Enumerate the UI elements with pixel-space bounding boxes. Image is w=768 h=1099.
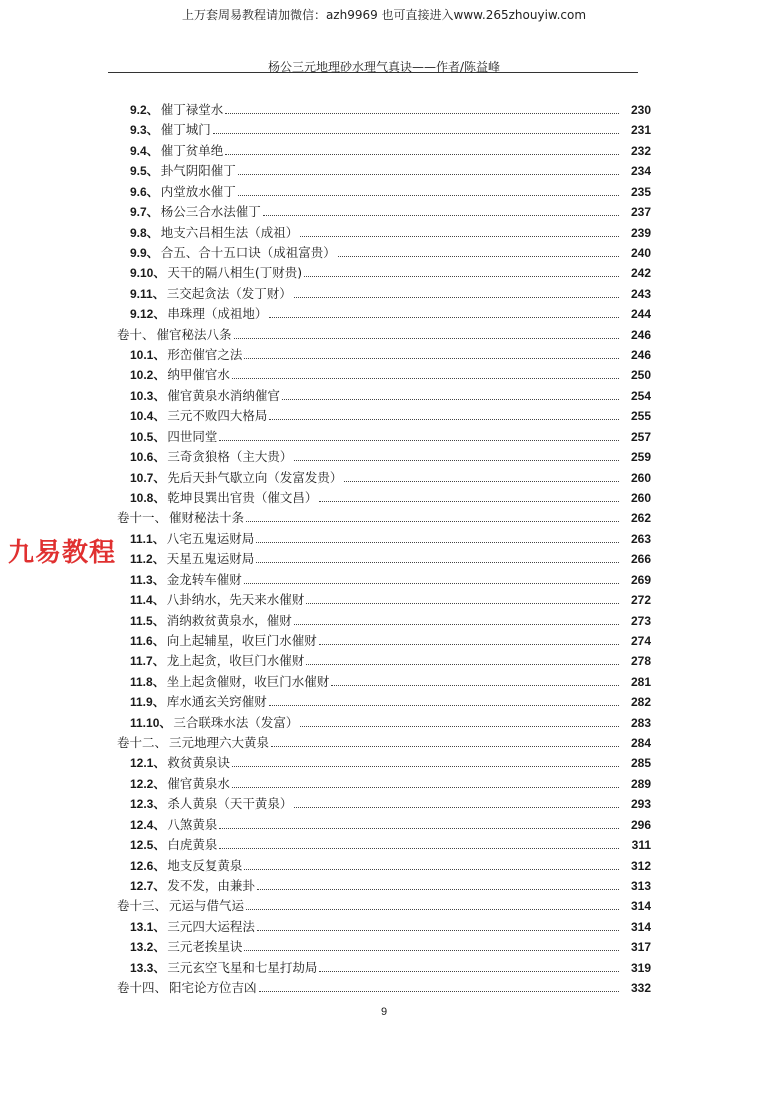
dot-leader xyxy=(269,316,619,318)
dot-leader xyxy=(300,235,619,237)
toc-entry-number: 10.8、 xyxy=(130,490,166,505)
dot-leader xyxy=(304,275,619,277)
toc-entry-page: 283 xyxy=(630,715,651,730)
dot-leader xyxy=(271,745,619,747)
toc-entry-title: 串珠理（成祖地） xyxy=(167,306,268,322)
toc-entry-page: 260 xyxy=(630,470,651,485)
toc-entry-title: 卦气阴阳催丁 xyxy=(160,163,236,179)
toc-entry[interactable] xyxy=(0,486,768,506)
toc-entry[interactable] xyxy=(0,731,768,751)
toc-entry-title: 元运与借气运 xyxy=(169,898,245,914)
dot-leader xyxy=(232,786,619,788)
toc-entry-page: 314 xyxy=(630,899,651,914)
dot-leader xyxy=(319,970,619,972)
dot-leader xyxy=(257,929,619,931)
dot-leader xyxy=(269,704,619,706)
toc-entry-page: 246 xyxy=(630,327,651,342)
toc-entry-number: 11.3、 xyxy=(130,572,165,587)
toc-entry-number: 10.1、 xyxy=(130,348,166,363)
toc-entry-number: 10.5、 xyxy=(130,429,166,444)
toc-entry-page: 243 xyxy=(630,286,651,301)
toc-entry-number: 12.7、 xyxy=(130,878,166,893)
toc-entry-title: 天干的隔八相生(丁财贵) xyxy=(167,265,303,281)
dot-leader xyxy=(244,949,619,951)
toc-entry-number: 11.6、 xyxy=(130,633,165,648)
dot-leader xyxy=(246,520,619,522)
dot-leader xyxy=(256,541,619,543)
toc-entry-number: 11.1、 xyxy=(130,531,165,546)
toc-entry-title: 四世同堂 xyxy=(167,428,218,444)
toc-entry[interactable] xyxy=(0,609,768,629)
toc-entry[interactable] xyxy=(0,139,768,159)
dot-leader xyxy=(256,561,619,563)
toc-entry[interactable] xyxy=(0,711,768,731)
dot-leader xyxy=(259,990,619,992)
dot-leader xyxy=(213,132,619,134)
toc-entry-number: 9.11、 xyxy=(130,286,165,301)
toc-entry-page: 230 xyxy=(630,103,651,117)
toc-entry[interactable] xyxy=(0,343,768,363)
toc-entry-page: 246 xyxy=(630,348,651,363)
toc-entry-page: 234 xyxy=(630,164,651,179)
toc-entry-number: 9.3、 xyxy=(130,123,159,138)
toc-entry-number: 卷十三、 xyxy=(117,898,168,914)
toc-entry-number: 卷十、 xyxy=(117,326,155,342)
toc-entry-page: 296 xyxy=(630,817,651,832)
toc-entry-page: 231 xyxy=(630,123,651,138)
toc-entry[interactable] xyxy=(0,241,768,261)
toc-entry-title: 三元不败四大格局 xyxy=(167,408,268,424)
toc-entry-number: 12.4、 xyxy=(130,817,166,832)
toc-entry-title: 三元地理六大黄泉 xyxy=(169,735,270,751)
toc-entry-page: 313 xyxy=(630,878,651,893)
toc-entry-title: 三元玄空飞星和七星打劫局 xyxy=(167,959,318,975)
toc-entry-title: 杨公三合水法催丁 xyxy=(160,204,261,220)
toc-entry[interactable] xyxy=(0,384,768,404)
toc-entry-page: 240 xyxy=(630,245,651,260)
toc-entry-number: 11.7、 xyxy=(130,654,165,669)
toc-entry-title: 天星五鬼运财局 xyxy=(166,551,255,567)
toc-entry-page: 237 xyxy=(630,205,651,220)
toc-entry-page: 312 xyxy=(630,858,651,873)
toc-entry-number: 12.3、 xyxy=(130,797,166,812)
toc-entry-number: 11.9、 xyxy=(130,695,165,710)
toc-entry-title: 龙上起贪，收巨门水催财 xyxy=(166,653,305,669)
toc-entry-title: 白虎黄泉 xyxy=(167,837,218,853)
toc-entry-title: 形峦催官之法 xyxy=(167,347,243,363)
toc-entry[interactable] xyxy=(0,894,768,914)
toc-entry-title: 内堂放水催丁 xyxy=(160,183,236,199)
dot-leader xyxy=(338,255,619,257)
toc-entry[interactable] xyxy=(0,670,768,690)
dot-leader xyxy=(294,296,619,298)
toc-entry[interactable] xyxy=(0,302,768,322)
toc-entry-number: 卷十二、 xyxy=(117,735,168,751)
toc-entry[interactable] xyxy=(0,649,768,669)
toc-entry-number: 13.1、 xyxy=(130,919,166,934)
toc-entry-title: 三元老挨星诀 xyxy=(167,939,243,955)
toc-entry-page: 282 xyxy=(630,695,651,710)
dot-leader xyxy=(225,112,619,114)
dot-leader xyxy=(219,847,619,849)
toc-entry[interactable] xyxy=(0,200,768,220)
toc-entry[interactable] xyxy=(0,98,768,118)
toc-entry[interactable] xyxy=(0,466,768,486)
dot-leader xyxy=(294,623,619,625)
toc-entry[interactable] xyxy=(0,445,768,465)
toc-entry-number: 12.2、 xyxy=(130,776,166,791)
toc-entry-number: 13.3、 xyxy=(130,960,166,975)
toc-entry-page: 266 xyxy=(630,552,651,567)
dot-leader xyxy=(282,398,619,400)
toc-entry-number: 10.4、 xyxy=(130,409,166,424)
toc-entry-page: 289 xyxy=(630,776,651,791)
toc-entry-number: 9.7、 xyxy=(130,205,159,220)
toc-entry-page: 235 xyxy=(630,184,651,199)
toc-entry-title: 救贫黄泉诀 xyxy=(167,755,230,771)
toc-entry[interactable] xyxy=(0,568,768,588)
toc-entry-title: 消纳救贫黄泉水，催财 xyxy=(166,612,292,628)
toc-entry[interactable] xyxy=(0,915,768,935)
toc-entry[interactable] xyxy=(0,282,768,302)
toc-entry[interactable] xyxy=(0,976,768,996)
toc-entry-title: 阳宅论方位吉凶 xyxy=(169,980,257,996)
toc-entry-number: 12.5、 xyxy=(130,838,166,853)
toc-entry[interactable] xyxy=(0,221,768,241)
toc-entry-page: 281 xyxy=(630,674,651,689)
toc-entry-title: 三合联珠水法（发富） xyxy=(173,714,299,730)
toc-entry-title: 乾坤艮巽出官贵（催文昌） xyxy=(167,489,318,505)
toc-entry-page: 259 xyxy=(630,450,651,465)
toc-entry[interactable] xyxy=(0,772,768,792)
toc-entry-page: 317 xyxy=(630,940,651,955)
toc-entry-number: 9.4、 xyxy=(130,143,159,158)
toc-entry[interactable] xyxy=(0,261,768,281)
toc-entry-title: 三交起贪法（发丁财） xyxy=(166,285,292,301)
toc-entry-number: 11.4、 xyxy=(130,593,165,608)
toc-entry-page: 242 xyxy=(630,266,651,281)
toc-entry-title: 合五、合十五口诀（成祖富贵） xyxy=(160,244,336,260)
dot-leader xyxy=(319,643,619,645)
toc-entry-number: 9.8、 xyxy=(130,225,159,240)
banner-text: 上万套周易教程请加微信：azh9969 也可直接进入www.265zhouyiw.com xyxy=(181,8,587,22)
dot-leader xyxy=(219,439,619,441)
toc-entry[interactable] xyxy=(0,588,768,608)
toc-entry-number: 9.5、 xyxy=(130,164,159,179)
dot-leader xyxy=(344,480,619,482)
toc-entry-title: 催财秘法十条 xyxy=(169,510,245,526)
toc-entry-title: 八煞黄泉 xyxy=(167,816,218,832)
dot-leader xyxy=(306,602,619,604)
dot-leader xyxy=(319,500,619,502)
toc-entry[interactable] xyxy=(0,363,768,383)
toc-entry-number: 10.7、 xyxy=(130,470,166,485)
dot-leader xyxy=(232,765,619,767)
toc-entry-page: 263 xyxy=(630,531,651,546)
toc-entry-number: 9.12、 xyxy=(130,307,166,322)
toc-entry[interactable] xyxy=(0,506,768,526)
toc-entry-number: 13.2、 xyxy=(130,940,166,955)
toc-entry-page: 250 xyxy=(630,368,651,383)
toc-entry[interactable] xyxy=(0,323,768,343)
toc-entry-title: 八宅五鬼运财局 xyxy=(166,530,255,546)
dot-leader xyxy=(331,684,619,686)
toc-entry-title: 催官秘法八条 xyxy=(156,326,232,342)
dot-leader xyxy=(238,194,619,196)
header-divider xyxy=(108,72,638,73)
dot-leader xyxy=(244,868,619,870)
dot-leader xyxy=(257,888,619,890)
page-number: 9 xyxy=(380,1006,388,1018)
toc-entry-title: 发不发，由兼卦 xyxy=(167,877,255,893)
dot-leader xyxy=(232,377,619,379)
toc-entry-page: 232 xyxy=(630,143,651,158)
dot-leader xyxy=(306,663,619,665)
toc-entry-title: 地支反复黄泉 xyxy=(167,857,243,873)
toc-entry[interactable] xyxy=(0,874,768,894)
toc-entry-title: 库水通玄关窍催财 xyxy=(166,694,267,710)
toc-entry-number: 10.2、 xyxy=(130,368,166,383)
toc-entry-number: 9.9、 xyxy=(130,245,159,260)
toc-entry-page: 262 xyxy=(630,511,651,526)
toc-entry[interactable] xyxy=(0,629,768,649)
toc-entry-title: 坐上起贪催财，收巨门水催财 xyxy=(166,673,330,689)
toc-entry-page: 293 xyxy=(630,797,651,812)
toc-entry-title: 金龙转车催财 xyxy=(166,571,242,587)
toc-entry-number: 12.6、 xyxy=(130,858,166,873)
dot-leader xyxy=(294,459,619,461)
dot-leader xyxy=(244,357,619,359)
toc-entry-page: 278 xyxy=(630,654,651,669)
toc-entry-number: 10.3、 xyxy=(130,388,166,403)
toc-entry-title: 杀人黄泉（天干黄泉） xyxy=(167,796,293,812)
toc-entry-title: 催官黄泉水消纳催官 xyxy=(167,387,280,403)
toc-entry-page: 254 xyxy=(630,388,651,403)
watermark-text: 九易教程 xyxy=(8,538,117,568)
toc-entry-page: 311 xyxy=(631,838,651,853)
toc-entry-page: 257 xyxy=(630,429,651,444)
toc-entry-number: 12.1、 xyxy=(130,756,166,771)
toc-entry-title: 催丁贫单绝 xyxy=(160,142,224,158)
toc-entry[interactable] xyxy=(0,425,768,445)
dot-leader xyxy=(294,806,619,808)
toc-entry-page: 332 xyxy=(630,981,651,996)
dot-leader xyxy=(244,582,619,584)
page-header-title: 杨公三元地理砂水理气真诀——作者/陈益峰 xyxy=(267,60,501,74)
toc-entry-title: 三元四大运程法 xyxy=(167,918,255,934)
toc-entry-number: 9.2、 xyxy=(130,103,159,117)
toc-entry-title: 先后天卦气歇立向（发富发贵） xyxy=(167,469,343,485)
toc-entry-title: 八卦纳水，先天来水催财 xyxy=(166,592,305,608)
toc-entry-title: 催丁城门 xyxy=(160,122,211,138)
toc-entry-number: 9.10、 xyxy=(130,266,166,281)
toc-entry-page: 239 xyxy=(630,225,651,240)
toc-entry-page: 244 xyxy=(630,307,651,322)
dot-leader xyxy=(300,725,619,727)
toc-entry-title: 催丁禄堂水 xyxy=(160,102,224,117)
toc-entry-page: 319 xyxy=(630,960,651,975)
dot-leader xyxy=(263,214,619,216)
toc-entry-number: 11.8、 xyxy=(130,674,165,689)
toc-entry[interactable] xyxy=(0,956,768,976)
toc-entry[interactable] xyxy=(0,404,768,424)
toc-entry-number: 卷十四、 xyxy=(117,980,168,996)
toc-entry-number: 11.2、 xyxy=(130,552,165,567)
toc-entry-page: 269 xyxy=(630,572,651,587)
toc-entry-page: 274 xyxy=(630,633,651,648)
toc-entry-title: 催官黄泉水 xyxy=(167,775,230,791)
toc-entry-number: 10.6、 xyxy=(130,450,166,465)
toc-entry[interactable] xyxy=(0,751,768,771)
toc-entry-title: 地支六吕相生法（成祖） xyxy=(160,224,299,240)
dot-leader xyxy=(238,173,619,175)
toc-entry-title: 向上起辅星，收巨门水催财 xyxy=(166,632,317,648)
dot-leader xyxy=(246,908,619,910)
toc-entry[interactable] xyxy=(0,833,768,853)
toc-entry-page: 285 xyxy=(630,756,651,771)
toc-entry-page: 260 xyxy=(630,490,651,505)
dot-leader xyxy=(219,827,619,829)
toc-entry[interactable] xyxy=(0,159,768,179)
toc-entry[interactable] xyxy=(0,690,768,710)
toc-entry-number: 11.10、 xyxy=(130,715,172,730)
toc-entry-page: 255 xyxy=(630,409,651,424)
toc-entry[interactable] xyxy=(0,935,768,955)
dot-leader xyxy=(225,153,619,155)
toc-entry-page: 273 xyxy=(630,613,651,628)
toc-entry[interactable] xyxy=(0,854,768,874)
toc-entry-number: 11.5、 xyxy=(130,613,165,628)
dot-leader xyxy=(234,337,619,339)
toc-entry-page: 314 xyxy=(630,919,651,934)
toc-entry-page: 284 xyxy=(630,736,651,751)
toc-entry[interactable] xyxy=(0,792,768,812)
toc-entry[interactable] xyxy=(0,180,768,200)
toc-entry[interactable] xyxy=(0,118,768,138)
toc-entry-title: 纳甲催官水 xyxy=(167,367,230,383)
toc-entry-number: 卷十一、 xyxy=(117,510,168,526)
toc-entry-page: 272 xyxy=(630,593,651,608)
toc-entry-title: 三奇贪狼格（主大贵） xyxy=(167,449,293,465)
toc-entry-number: 9.6、 xyxy=(130,184,159,199)
dot-leader xyxy=(269,418,619,420)
toc-entry[interactable] xyxy=(0,813,768,833)
